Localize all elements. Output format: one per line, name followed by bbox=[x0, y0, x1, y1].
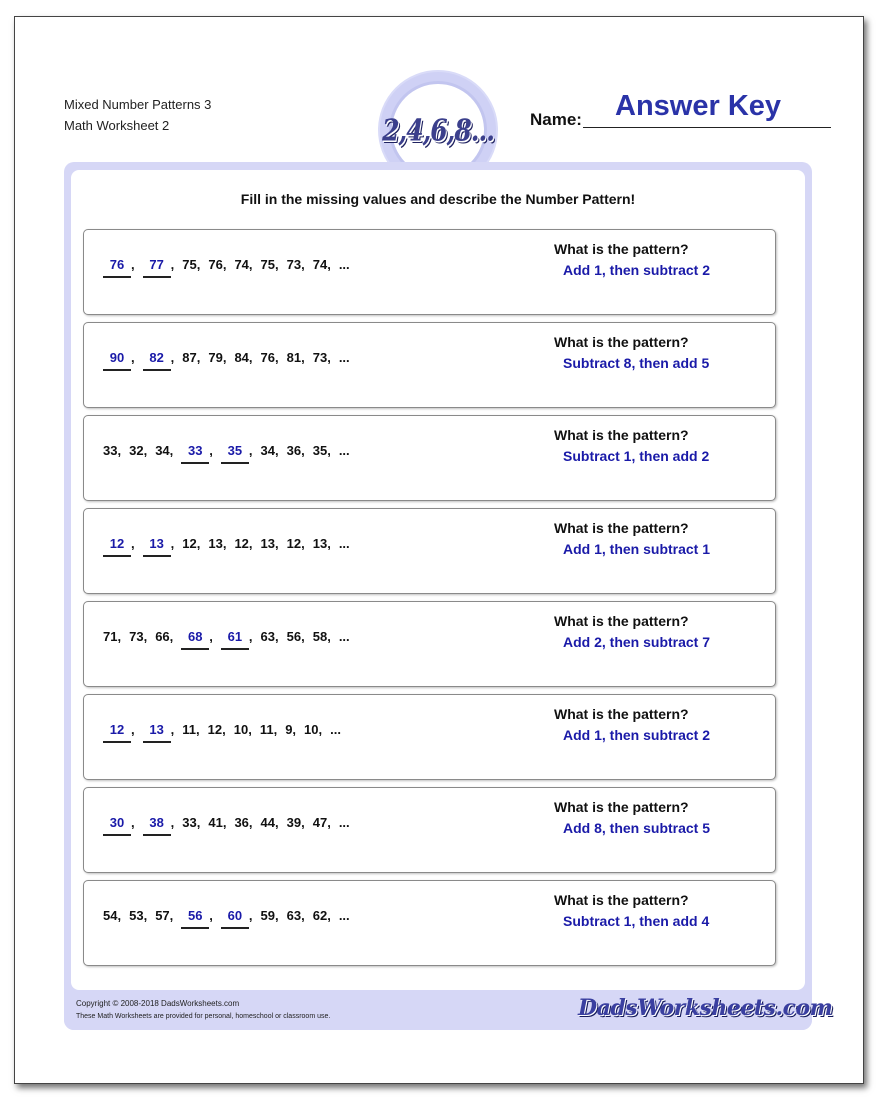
sequence-comma: , bbox=[327, 257, 331, 272]
sequence-comma: , bbox=[327, 443, 331, 458]
pattern-question: What is the pattern? bbox=[554, 613, 689, 629]
sequence-term: 47 bbox=[312, 815, 328, 830]
number-sequence bbox=[103, 443, 350, 458]
sequence-comma: , bbox=[222, 815, 227, 830]
pattern-answer: Add 1, then subtract 2 bbox=[563, 262, 711, 278]
sequence-ellipsis: ... bbox=[338, 443, 350, 458]
answer-blank[interactable]: 12 bbox=[103, 536, 131, 557]
sequence-term: 76 bbox=[260, 350, 275, 365]
sequence-comma: , bbox=[222, 350, 227, 365]
sequence-term: 36 bbox=[234, 815, 249, 830]
sequence-comma: , bbox=[301, 350, 305, 365]
usage-notice: These Math Worksheets are provided for personal, homeschool or classroom use. bbox=[76, 1013, 331, 1020]
answer-blank[interactable]: 90 bbox=[103, 350, 131, 371]
sequence-comma: , bbox=[275, 815, 279, 830]
answer-blank[interactable]: 12 bbox=[103, 722, 131, 743]
sequence-term: 33 bbox=[182, 815, 197, 830]
sequence-comma: , bbox=[301, 536, 305, 551]
sequence-term: 39 bbox=[286, 815, 302, 830]
problem-box bbox=[83, 694, 776, 780]
number-sequence bbox=[103, 815, 350, 830]
sequence-term: 71 bbox=[103, 629, 118, 644]
answer-blank[interactable]: 76 bbox=[103, 257, 131, 278]
sequence-comma: , bbox=[318, 722, 323, 737]
sequence-term: 73 bbox=[129, 629, 144, 644]
number-sequence bbox=[103, 629, 350, 644]
sequence-comma: , bbox=[327, 815, 331, 830]
sequence-ellipsis: ... bbox=[338, 908, 350, 923]
sequence-comma: , bbox=[131, 815, 135, 830]
sequence-term: 66 bbox=[155, 629, 170, 644]
number-sequence bbox=[103, 722, 341, 737]
answer-blank[interactable]: 61 bbox=[221, 629, 249, 650]
sequence-comma: , bbox=[169, 908, 174, 923]
name-line bbox=[583, 127, 831, 128]
problem-box bbox=[83, 601, 776, 687]
sequence-comma: , bbox=[275, 629, 279, 644]
sequence-comma: , bbox=[327, 350, 331, 365]
sequence-term: 63 bbox=[260, 629, 275, 644]
sequence-term: 56 bbox=[286, 629, 302, 644]
answer-key-label: Answer Key bbox=[615, 90, 782, 122]
instructions: Fill in the missing values and describe the Number Pattern! bbox=[240, 191, 636, 207]
sequence-term: 13 bbox=[208, 536, 223, 551]
sequence-comma: , bbox=[170, 536, 175, 551]
sequence-comma: , bbox=[196, 257, 201, 272]
sequence-ellipsis: ... bbox=[330, 722, 341, 737]
answer-blank[interactable]: 68 bbox=[181, 629, 209, 650]
sequence-comma: , bbox=[131, 536, 135, 551]
answer-blank[interactable]: 13 bbox=[143, 536, 171, 557]
worksheet-subtitle: Math Worksheet 2 bbox=[64, 118, 170, 133]
answer-blank[interactable]: 82 bbox=[143, 350, 171, 371]
logo-text: 2,4,6,8... bbox=[382, 112, 494, 148]
sequence-term: 35 bbox=[312, 443, 328, 458]
sequence-term: 59 bbox=[260, 908, 275, 923]
sequence-comma: , bbox=[222, 536, 227, 551]
sequence-term: 57 bbox=[155, 908, 170, 923]
pattern-question: What is the pattern? bbox=[554, 706, 689, 722]
sequence-comma: , bbox=[248, 536, 253, 551]
sequence-term: 84 bbox=[234, 350, 249, 365]
sequence-comma: , bbox=[292, 722, 297, 737]
sequence-term: 33 bbox=[103, 443, 118, 458]
sequence-comma: , bbox=[301, 908, 305, 923]
sequence-term: 53 bbox=[129, 908, 144, 923]
pattern-answer: Add 2, then subtract 7 bbox=[563, 634, 711, 650]
sequence-comma: , bbox=[209, 908, 213, 923]
sequence-comma: , bbox=[327, 908, 331, 923]
number-sequence bbox=[103, 908, 350, 923]
pattern-question: What is the pattern? bbox=[554, 520, 689, 536]
sequence-comma: , bbox=[301, 815, 305, 830]
answer-blank[interactable]: 60 bbox=[221, 908, 249, 929]
sequence-ellipsis: ... bbox=[338, 257, 350, 272]
sequence-ellipsis: ... bbox=[338, 815, 350, 830]
sequence-ellipsis: ... bbox=[338, 536, 350, 551]
sequence-term: 75 bbox=[182, 257, 197, 272]
sequence-comma: , bbox=[248, 908, 253, 923]
sequence-term: 11 bbox=[259, 722, 274, 737]
sequence-term: 74 bbox=[234, 257, 249, 272]
sequence-comma: , bbox=[131, 722, 135, 737]
sequence-comma: , bbox=[275, 908, 279, 923]
sequence-comma: , bbox=[196, 536, 201, 551]
sequence-comma: , bbox=[170, 815, 175, 830]
sequence-comma: , bbox=[131, 350, 135, 365]
sequence-comma: , bbox=[275, 536, 279, 551]
sequence-comma: , bbox=[222, 722, 226, 737]
sequence-term: 12 bbox=[207, 722, 223, 737]
worksheet-title: Mixed Number Patterns 3 bbox=[64, 97, 212, 112]
sequence-comma: , bbox=[169, 443, 174, 458]
pattern-answer: Subtract 1, then add 4 bbox=[563, 913, 710, 929]
sequence-comma: , bbox=[169, 629, 174, 644]
sequence-term: 10 bbox=[233, 722, 249, 737]
pattern-question: What is the pattern? bbox=[554, 799, 689, 815]
sequence-comma: , bbox=[248, 629, 253, 644]
brand-logo: DadsWorksheets.com bbox=[578, 995, 833, 1021]
sequence-comma: , bbox=[117, 443, 122, 458]
sequence-comma: , bbox=[248, 257, 253, 272]
sequence-term: 73 bbox=[286, 257, 302, 272]
sequence-term: 44 bbox=[260, 815, 275, 830]
sequence-comma: , bbox=[275, 257, 279, 272]
sequence-comma: , bbox=[143, 908, 148, 923]
answer-blank[interactable]: 33 bbox=[181, 443, 209, 464]
sequence-comma: , bbox=[209, 443, 213, 458]
sequence-comma: , bbox=[170, 350, 175, 365]
sequence-term: 9 bbox=[285, 722, 293, 737]
number-sequence bbox=[103, 536, 350, 551]
pattern-answer: Add 1, then subtract 1 bbox=[563, 541, 711, 557]
sequence-comma: , bbox=[196, 722, 200, 737]
sequence-term: 13 bbox=[260, 536, 275, 551]
sequence-term: 13 bbox=[312, 536, 328, 551]
sequence-term: 41 bbox=[208, 815, 223, 830]
sequence-comma: , bbox=[275, 443, 279, 458]
sequence-comma: , bbox=[301, 257, 305, 272]
sequence-term: 75 bbox=[260, 257, 275, 272]
copyright-text: Copyright © 2008-2018 DadsWorksheets.com bbox=[76, 999, 240, 1008]
sequence-comma: , bbox=[143, 443, 148, 458]
pattern-question: What is the pattern? bbox=[554, 334, 689, 350]
problem-box bbox=[83, 508, 776, 594]
sequence-comma: , bbox=[248, 443, 253, 458]
sequence-term: 12 bbox=[234, 536, 249, 551]
problem-box bbox=[83, 880, 776, 966]
sequence-comma: , bbox=[117, 629, 122, 644]
sequence-ellipsis: ... bbox=[338, 350, 350, 365]
sequence-term: 11 bbox=[182, 722, 196, 737]
answer-blank[interactable]: 30 bbox=[103, 815, 131, 836]
sequence-comma: , bbox=[117, 908, 122, 923]
pattern-answer: Add 1, then subtract 2 bbox=[563, 727, 711, 743]
sequence-term: 34 bbox=[260, 443, 275, 458]
sequence-comma: , bbox=[327, 629, 331, 644]
sequence-comma: , bbox=[248, 815, 253, 830]
sequence-term: 10 bbox=[304, 722, 319, 737]
sequence-term: 36 bbox=[286, 443, 302, 458]
pattern-answer: Add 8, then subtract 5 bbox=[563, 820, 711, 836]
sequence-term: 34 bbox=[155, 443, 170, 458]
problem-box bbox=[83, 322, 776, 408]
sequence-term: 79 bbox=[208, 350, 223, 365]
sequence-comma: , bbox=[170, 257, 175, 272]
sequence-comma: , bbox=[209, 629, 213, 644]
problem-box bbox=[83, 415, 776, 501]
sequence-comma: , bbox=[222, 257, 227, 272]
answer-blank[interactable]: 77 bbox=[143, 257, 171, 278]
pattern-answer: Subtract 1, then add 2 bbox=[563, 448, 710, 464]
sequence-term: 73 bbox=[312, 350, 328, 365]
sequence-comma: , bbox=[248, 350, 253, 365]
sequence-term: 76 bbox=[208, 257, 223, 272]
answer-blank[interactable]: 35 bbox=[221, 443, 249, 464]
number-sequence bbox=[103, 257, 350, 272]
sequence-comma: , bbox=[301, 629, 305, 644]
sequence-term: 12 bbox=[182, 536, 197, 551]
sequence-term: 32 bbox=[129, 443, 144, 458]
sequence-term: 58 bbox=[312, 629, 328, 644]
sequence-term: 63 bbox=[286, 908, 302, 923]
pattern-question: What is the pattern? bbox=[554, 892, 689, 908]
sequence-term: 74 bbox=[312, 257, 328, 272]
sequence-comma: , bbox=[301, 443, 305, 458]
pattern-answer: Subtract 8, then add 5 bbox=[563, 355, 710, 371]
answer-blank[interactable]: 13 bbox=[143, 722, 171, 743]
number-sequence bbox=[103, 350, 350, 365]
pattern-question: What is the pattern? bbox=[554, 427, 689, 443]
sequence-comma: , bbox=[273, 722, 278, 737]
sequence-comma: , bbox=[143, 629, 148, 644]
sequence-comma: , bbox=[196, 350, 201, 365]
sequence-comma: , bbox=[327, 536, 331, 551]
answer-blank[interactable]: 56 bbox=[181, 908, 209, 929]
sequence-comma: , bbox=[248, 722, 252, 737]
sequence-ellipsis: ... bbox=[338, 629, 350, 644]
sequence-term: 87 bbox=[182, 350, 197, 365]
sequence-term: 12 bbox=[286, 536, 302, 551]
answer-blank[interactable]: 38 bbox=[143, 815, 171, 836]
sequence-term: 54 bbox=[103, 908, 118, 923]
sequence-term: 62 bbox=[312, 908, 328, 923]
pattern-question: What is the pattern? bbox=[554, 241, 689, 257]
sequence-comma: , bbox=[275, 350, 279, 365]
problem-box bbox=[83, 229, 776, 315]
problem-box bbox=[83, 787, 776, 873]
sequence-comma: , bbox=[196, 815, 201, 830]
name-label: Name: bbox=[530, 110, 582, 129]
sequence-comma: , bbox=[131, 257, 135, 272]
sequence-comma: , bbox=[170, 722, 175, 737]
sequence-term: 81 bbox=[286, 350, 302, 365]
